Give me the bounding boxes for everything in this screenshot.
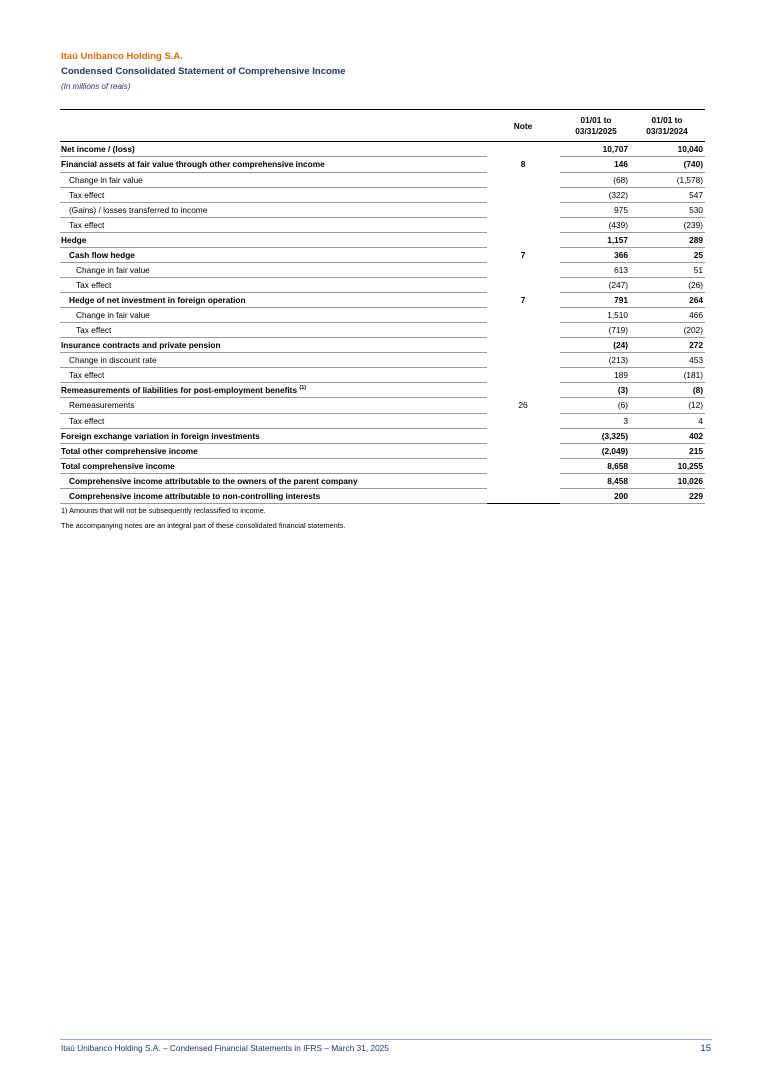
row-label-text: Tax effect [69,370,105,381]
row-value-2024: 10,026 [677,475,703,486]
row-label-text: Change in discount rate [69,355,157,366]
row-value-2024: (740) [683,159,703,170]
row-label [69,250,135,260]
row-value-2025: 613 [614,264,628,275]
table-row [60,188,705,203]
row-value-2024: (8) [692,385,703,396]
company-name: Itaú Unibanco Holding S.A. [61,51,183,62]
row-label-text: Change in fair value [76,264,150,275]
row-label [61,385,306,395]
row-label-text: Tax effect [69,189,105,200]
row-value-2024: 215 [689,445,703,456]
row-value-2025: 189 [614,370,628,381]
row-value-2025: (322) [608,189,628,200]
row-label-text: Foreign exchange variation in foreign investments [61,430,260,441]
row-label-text: Tax effect [76,325,112,336]
row-label [76,310,150,320]
row-value-2024: (181) [683,370,703,381]
row-value-2024: 453 [689,355,703,366]
row-label [76,280,111,290]
row-label-text: Change in fair value [76,310,150,321]
row-label-text: (Gains) / losses transferred to income [69,204,208,215]
table-row [60,308,705,323]
table-row [60,218,705,233]
page-footer-text: Itaú Unibanco Holding S.A. – Condensed Financial Statements in IFRS – March 31, 2025 [61,1043,389,1053]
table-row [60,398,705,413]
row-value-2024: 4 [698,415,703,426]
row-value-2025: 10,707 [602,144,628,155]
footnote-1: 1) Amounts that will not be subsequently reclassified to income. [61,506,266,515]
row-label [69,190,104,200]
row-value-2024: (239) [683,219,703,230]
header-note: Note [513,121,533,132]
row-label [61,340,221,350]
units-caption: (In millions of reais) [61,82,131,91]
row-label [61,144,135,154]
table-row [60,338,705,353]
table-row [60,203,705,218]
row-label-text: Remeasurements of liabilities for post-employment benefits [61,385,298,396]
row-label [69,220,104,230]
row-value-2025: 146 [614,159,628,170]
table-row [60,429,705,444]
row-value-2025: 8,658 [607,460,628,471]
row-label [69,491,320,501]
row-value-2025: (719) [608,325,628,336]
row-label [69,295,246,305]
table-header [60,110,705,142]
row-label-text: Tax effect [69,219,105,230]
row-label [69,370,104,380]
row-note: 26 [518,400,528,411]
row-value-2025: (24) [613,340,628,351]
row-value-2025: (3,325) [601,430,628,441]
row-divider [60,503,487,504]
row-value-2024: 530 [689,204,703,215]
row-value-2025: (2,049) [601,445,628,456]
table-row [60,142,705,157]
footnote-2: The accompanying notes are an integral part of these consolidated financial statements. [61,521,346,530]
header-period-2024-line2: 03/31/2024 [646,126,688,137]
table-row [60,368,705,383]
row-label [61,431,260,441]
row-value-2024: 10,255 [677,460,703,471]
row-label [69,416,104,426]
header-period-2025-line1: 01/01 to [580,115,612,126]
row-value-2024: 264 [689,295,703,306]
row-value-2024: 289 [689,234,703,245]
row-label-text: Cash flow hedge [69,249,135,260]
header-period-2024 [632,115,702,137]
row-label-text: Total comprehensive income [61,460,175,471]
table-row [60,233,705,248]
row-note: 8 [520,159,526,170]
row-value-2024: (202) [683,325,703,336]
row-value-2024: 272 [689,340,703,351]
row-note: 7 [520,249,526,260]
table-row [60,278,705,293]
table-row [60,323,705,338]
row-value-2025: 791 [614,295,628,306]
row-label [61,235,86,245]
row-label [69,355,157,365]
row-label-text: Insurance contracts and private pension [61,340,221,351]
table-row [60,248,705,263]
row-value-2025: 1,157 [607,234,628,245]
row-label-text: Comprehensive income attributable to the owners of the parent company [69,475,358,486]
header-period-2025 [561,115,631,137]
row-value-2025: 366 [614,249,628,260]
row-value-2024: (26) [688,279,703,290]
row-value-2024: 547 [689,189,703,200]
footer-rule [60,1039,712,1040]
row-label [69,400,134,410]
row-label-text: Hedge of net investment in foreign operation [69,295,246,306]
row-value-2025: 3 [623,415,628,426]
row-value-2025: (68) [613,174,628,185]
footnote-marker: (1) [299,385,307,392]
row-value-2025: 975 [614,204,628,215]
table-row [60,293,705,308]
row-value-2024: 25 [693,249,703,260]
row-label [69,205,207,215]
table-row [60,353,705,368]
row-label-text: Total other comprehensive income [61,445,198,456]
table-row [60,263,705,278]
row-label [61,446,198,456]
row-value-2025: 8,458 [607,475,628,486]
row-label [61,461,175,471]
row-value-2025: (439) [608,219,628,230]
row-value-2024: (1,578) [676,174,703,185]
row-value-2024: 10,040 [677,144,703,155]
table-row [60,459,705,474]
statement-table [60,109,705,504]
row-label-text: Tax effect [69,415,105,426]
table-row [60,489,705,504]
row-label-text: Remeasurements [69,400,135,411]
table-row [60,414,705,429]
row-label-text: Tax effect [76,279,112,290]
row-value-2024: 402 [689,430,703,441]
row-value-2024: (12) [688,400,703,411]
row-label-text: Financial assets at fair value through other comprehensive income [61,159,325,170]
table-row [60,474,705,489]
header-period-2025-line2: 03/31/2025 [575,126,617,137]
table-body [60,142,705,504]
table-row [60,157,705,172]
page-number: 15 [700,1043,711,1054]
row-label [69,175,143,185]
row-label [76,265,150,275]
row-value-2025: 200 [614,490,628,501]
table-row [60,173,705,188]
row-label-text: Comprehensive income attributable to non-controlling interests [69,490,321,501]
row-value-2025: (213) [608,355,628,366]
header-period-2024-line1: 01/01 to [651,115,683,126]
row-value-2025: (6) [617,400,628,411]
row-divider [560,503,705,504]
statement-title: Condensed Consolidated Statement of Comprehensive Income [61,66,346,77]
row-label [76,325,111,335]
row-value-2024: 466 [689,310,703,321]
row-value-2025: (247) [608,279,628,290]
row-label [69,476,358,486]
table-row [60,444,705,459]
row-value-2024: 51 [693,264,703,275]
table-row [60,383,705,398]
row-value-2025: (3) [617,385,628,396]
row-label-text: Change in fair value [69,174,143,185]
row-note: 7 [520,295,526,306]
row-label-text: Hedge [61,234,87,245]
row-label [61,159,325,169]
row-label-text: Net income / (loss) [61,144,135,155]
row-value-2025: 1,510 [607,310,628,321]
row-value-2024: 229 [689,490,703,501]
